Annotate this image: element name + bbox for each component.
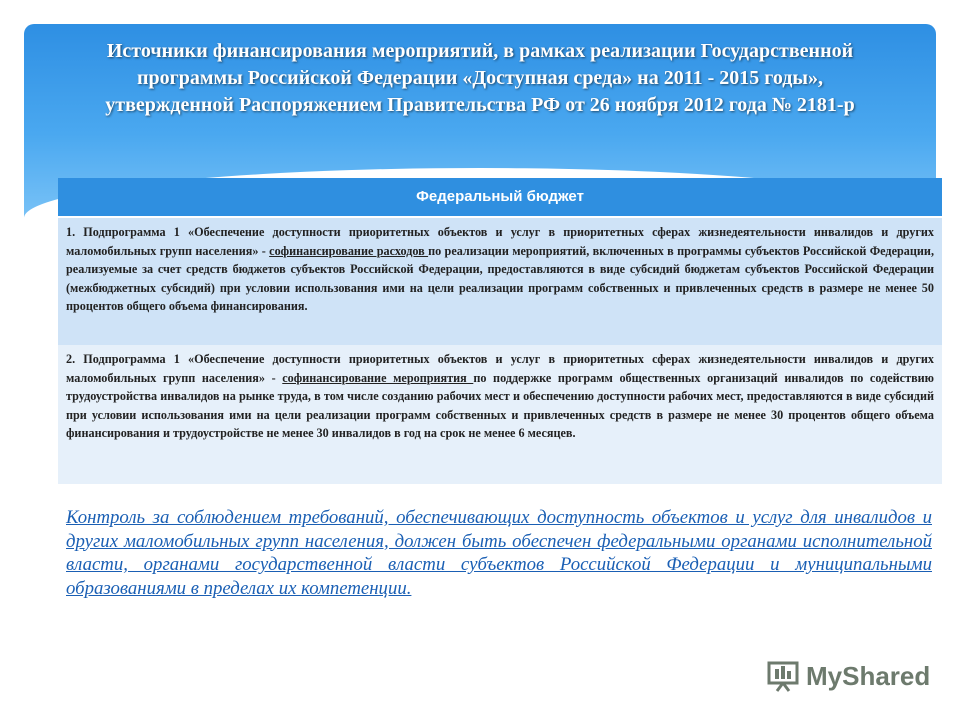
- table-header: Федеральный бюджет: [58, 178, 942, 218]
- control-paragraph: Контроль за соблюдением требований, обеспечивающих доступность объектов и услуг для инвалидов и других маломобильных групп населения, должен быть обеспечен федеральными органами исполнительной власти, органами государственной власти субъектов Российской Федерации и муниципальными образованиями в пределах их компетенции.: [66, 507, 932, 599]
- watermark-text: MyShared: [806, 660, 931, 691]
- row-1-text-after: по реализации мероприятий, включенных в программы субъектов Российской Федерации, реализуемые за счет средств бюджетов субъектов Российской Федерации, предоставляются в виде субсидий бюджетам субъектов Российской Федерации (межбюджетных субсидий) при условии использования ими на цели реализации программ собственных и привлеченных средств в размере не менее 50 процентов общего объема финансирования.: [66, 243, 934, 313]
- row-1-underlined: софинансирование расходов: [269, 243, 429, 258]
- row-1-text-before: 1. Подпрограмма 1 «Обеспечение доступности приоритетных объектов и услуг в приоритетных сферах жизнедеятельности инвалидов и других маломобильных групп населения» -: [66, 225, 934, 258]
- row-2-text-before: 2. Подпрограмма 1 «Обеспечение доступности приоритетных объектов и услуг в приоритетных сферах жизнедеятельности инвалидов и других маломобильных групп населения» -: [66, 352, 934, 385]
- funding-table: [58, 178, 942, 484]
- table-row-2: [58, 345, 942, 484]
- page-title: [40, 38, 920, 119]
- title-line-1: Источники финансирования мероприятий, в рамках реализации Государственной: [106, 40, 854, 62]
- table-row-1: [58, 218, 942, 345]
- presentation-icon: [766, 659, 800, 693]
- title-line-3: утвержденной Распоряжением Правительства РФ от 26 ноября 2012 года № 2181-р: [105, 94, 855, 116]
- title-line-2: программы Российской Федерации «Доступная среда» на 2011 - 2015 годы»,: [137, 67, 823, 89]
- row-2-text-after: по поддержке программ общественных организаций инвалидов по содействию трудоустройства инвалидов на рынке труда, в том числе созданию рабочих мест и обеспечению доступности рабочих мест, предоставляются в виде субсидий при условии использования ими на цели реализации программ собственных и привлеченных средств в размере не менее 30 процентов общего объема финансирования и трудоустройстве не менее 30 инвалидов в год на срок не менее 6 месяцев.: [66, 370, 934, 440]
- myshared-logo: [766, 656, 930, 696]
- row-2-underlined: софинансирование мероприятия: [282, 370, 474, 385]
